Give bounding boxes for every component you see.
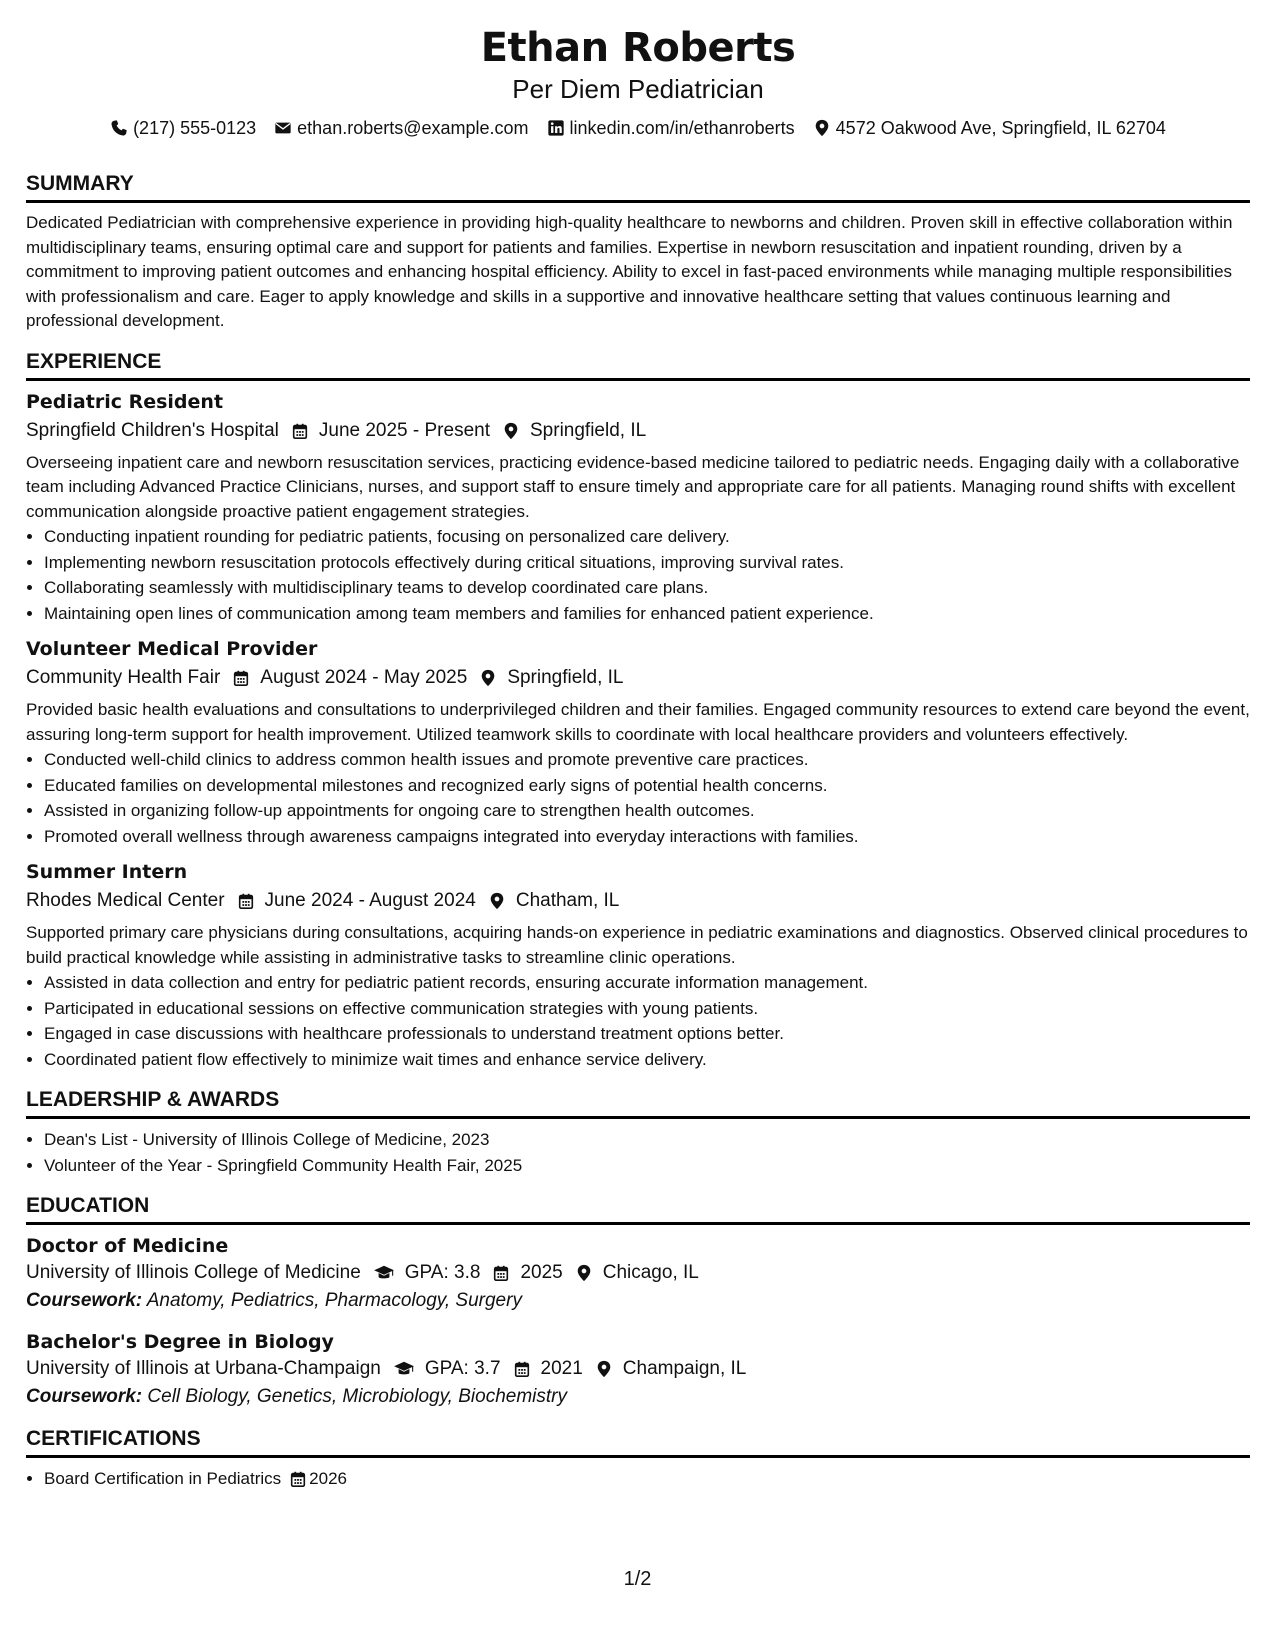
list-item [44, 1466, 1250, 1492]
map-pin-icon [595, 1360, 613, 1378]
job-location: Springfield, IL [507, 667, 624, 688]
job-bullets [26, 524, 1250, 626]
summary-text: Dedicated Pediatrician with comprehensive experience in providing high-quality healthcare to newborns and children. Proven skill in effective collaboration within multidisciplinary teams, ensuring optimal care and support for patients and families. Expertise in newborn resuscitation and inpatient rounding, driven by a commitment to improving patient outcomes and enhancing hospital efficiency. Ability to excel in fast-paced environments while managing multiple responsibilities with professionalism and care. Eager to apply knowledge and skills in a supportive and innovative healthcare setting that values continuous learning and professional development. [26, 213, 1233, 330]
gpa: GPA: 3.8 [404, 1262, 481, 1283]
certifications-list [26, 1466, 1250, 1492]
list-item: • Participated in educational sessions on effective communication strategies with young patients. [44, 996, 1250, 1022]
school-name: University of Illinois College of Medicine [26, 1262, 361, 1283]
linkedin-text: linkedin.com/in/ethanroberts [569, 118, 795, 138]
calendar-icon [291, 422, 309, 440]
calendar-icon [232, 669, 250, 687]
education-entry [26, 1329, 1250, 1411]
degree-title: Bachelor's Degree in Biology [26, 1331, 334, 1353]
list-item: • Promoted overall wellness through awareness campaigns integrated into everyday interactions with families. [44, 824, 1250, 850]
awards-section [26, 1086, 1250, 1178]
education-meta [26, 1355, 1250, 1383]
job-location: Springfield, IL [530, 419, 647, 441]
coursework-list: Cell Biology, Genetics, Microbiology, Biochemistry [147, 1386, 567, 1407]
contact-phone[interactable] [110, 116, 256, 140]
contact-address [813, 116, 1166, 140]
job-dates: August 2024 - May 2025 [260, 667, 468, 688]
map-pin-icon [502, 422, 520, 440]
contact-linkedin[interactable] [547, 116, 795, 140]
job-bullets [26, 970, 1250, 1072]
job-entry [26, 389, 1250, 627]
job-entry [26, 859, 1250, 1072]
gpa: GPA: 3.7 [424, 1358, 501, 1379]
calendar-icon [237, 892, 255, 910]
job-dates: June 2024 - August 2024 [264, 890, 476, 911]
linkedin-icon [547, 119, 565, 137]
job-description: Provided basic health evaluations and consultations to underprivileged children and their families. Engaged community resources to extend care beyond the event, assuring long-term support for health improvement. Utilized teamwork skills to coordinate with local healthcare providers and volunteers effectively. [26, 700, 1250, 744]
coursework-label: Coursework: [26, 1290, 143, 1311]
job-description: Supported primary care physicians during consultations, acquiring hands-on experience in pediatric examinations and diagnostics. Observed clinical procedures to build practical knowledge while assisting in administrative tasks to streamline clinic operations. [26, 923, 1248, 967]
job-meta [26, 887, 1250, 915]
map-pin-icon [813, 119, 831, 137]
candidate-name: Ethan Roberts [480, 25, 796, 71]
phone-text: (217) 555-0123 [133, 118, 257, 138]
list-item: • Engaged in case discussions with healthcare professionals to understand treatment options better. [44, 1021, 1250, 1047]
certification-year: 2026 [309, 1469, 347, 1488]
certifications-section [26, 1425, 1250, 1492]
list-item: • Conducted well-child clinics to address common health issues and promote preventive care practices. [44, 747, 1250, 773]
school-name: University of Illinois at Urbana-Champaign [26, 1358, 381, 1379]
experience-section [26, 348, 1250, 1073]
map-pin-icon [479, 669, 497, 687]
awards-list [26, 1127, 1250, 1178]
list-item: • Implementing newborn resuscitation protocols effectively during critical situations, improving survival rates. [44, 550, 1250, 576]
certifications-heading: CERTIFICATIONS [26, 1425, 1250, 1458]
map-pin-icon [488, 892, 506, 910]
list-item: • Maintaining open lines of communication among team members and families for enhanced patient experience. [44, 601, 1250, 627]
list-item: • Coordinated patient flow effectively to minimize wait times and enhance service delivery. [44, 1047, 1250, 1073]
address-text: 4572 Oakwood Ave, Springfield, IL 62704 [835, 118, 1166, 138]
grad-year: 2025 [520, 1262, 563, 1283]
job-entry [26, 636, 1250, 849]
calendar-icon [289, 1470, 307, 1488]
experience-heading: EXPERIENCE [26, 348, 1250, 381]
map-pin-icon [575, 1264, 593, 1282]
graduation-cap-icon [373, 1264, 395, 1282]
email-text: ethan.roberts@example.com [297, 118, 529, 138]
list-item: • Educated families on developmental milestones and recognized early signs of potential health concerns. [44, 773, 1250, 799]
resume-page [26, 22, 1250, 1492]
page-number: 1/2 [623, 1568, 652, 1590]
school-location: Chicago, IL [602, 1262, 699, 1283]
list-item: • Assisted in organizing follow-up appointments for ongoing care to strengthen health outcomes. [44, 798, 1250, 824]
grad-year: 2021 [540, 1358, 583, 1379]
coursework [26, 1287, 1250, 1315]
school-location: Champaign, IL [622, 1358, 747, 1379]
calendar-icon [492, 1264, 510, 1282]
certification-name: • Board Certification in Pediatrics [44, 1469, 282, 1488]
list-item: • Dean's List - University of Illinois College of Medicine, 2023 [44, 1127, 1250, 1153]
job-meta [26, 664, 1250, 692]
awards-heading: LEADERSHIP & AWARDS [26, 1086, 1250, 1119]
list-item: • Volunteer of the Year - Springfield Community Health Fair, 2025 [44, 1153, 1250, 1179]
job-title: Summer Intern [26, 861, 188, 883]
list-item: • Collaborating seamlessly with multidisciplinary teams to develop coordinated care plans. [44, 575, 1250, 601]
coursework [26, 1383, 1250, 1411]
list-item: • Conducting inpatient rounding for pediatric patients, focusing on personalized care delivery. [44, 524, 1250, 550]
education-heading: EDUCATION [26, 1192, 1250, 1225]
degree-title: Doctor of Medicine [26, 1235, 229, 1257]
job-org: Community Health Fair [26, 667, 221, 688]
coursework-label: Coursework: [26, 1386, 143, 1407]
job-location: Chatham, IL [515, 890, 620, 911]
list-item: • Assisted in data collection and entry for pediatric patient records, ensuring accurate information management. [44, 970, 1250, 996]
job-title: Volunteer Medical Provider [26, 638, 318, 660]
coursework-list: Anatomy, Pediatrics, Pharmacology, Surgery [146, 1290, 522, 1311]
education-meta [26, 1259, 1250, 1287]
phone-icon [110, 119, 128, 137]
contact-email[interactable] [274, 116, 528, 140]
job-bullets [26, 747, 1250, 849]
education-entry [26, 1233, 1250, 1315]
job-dates: June 2025 - Present [318, 419, 490, 441]
summary-section [26, 170, 1250, 334]
job-meta [26, 417, 1250, 445]
calendar-icon [513, 1360, 531, 1378]
graduation-cap-icon [393, 1360, 415, 1378]
summary-heading: SUMMARY [26, 170, 1250, 203]
education-section [26, 1192, 1250, 1411]
job-org: Rhodes Medical Center [26, 890, 225, 911]
job-org: Springfield Children's Hospital [26, 419, 279, 441]
candidate-title: Per Diem Pediatrician [512, 74, 764, 104]
contact-bar [26, 116, 1250, 140]
job-description: Overseeing inpatient care and newborn resuscitation services, practicing evidence-based medicine tailored to pediatric needs. Engaging daily with a collaborative team including Advanced Practice Clinicians, nurses, and support staff to ensure timely and appropriate care for all patients. Managing round shifts with excellent communication alongside proactive patient engagement strategies. [26, 452, 1240, 521]
envelope-icon [274, 119, 292, 137]
job-title: Pediatric Resident [26, 390, 224, 413]
